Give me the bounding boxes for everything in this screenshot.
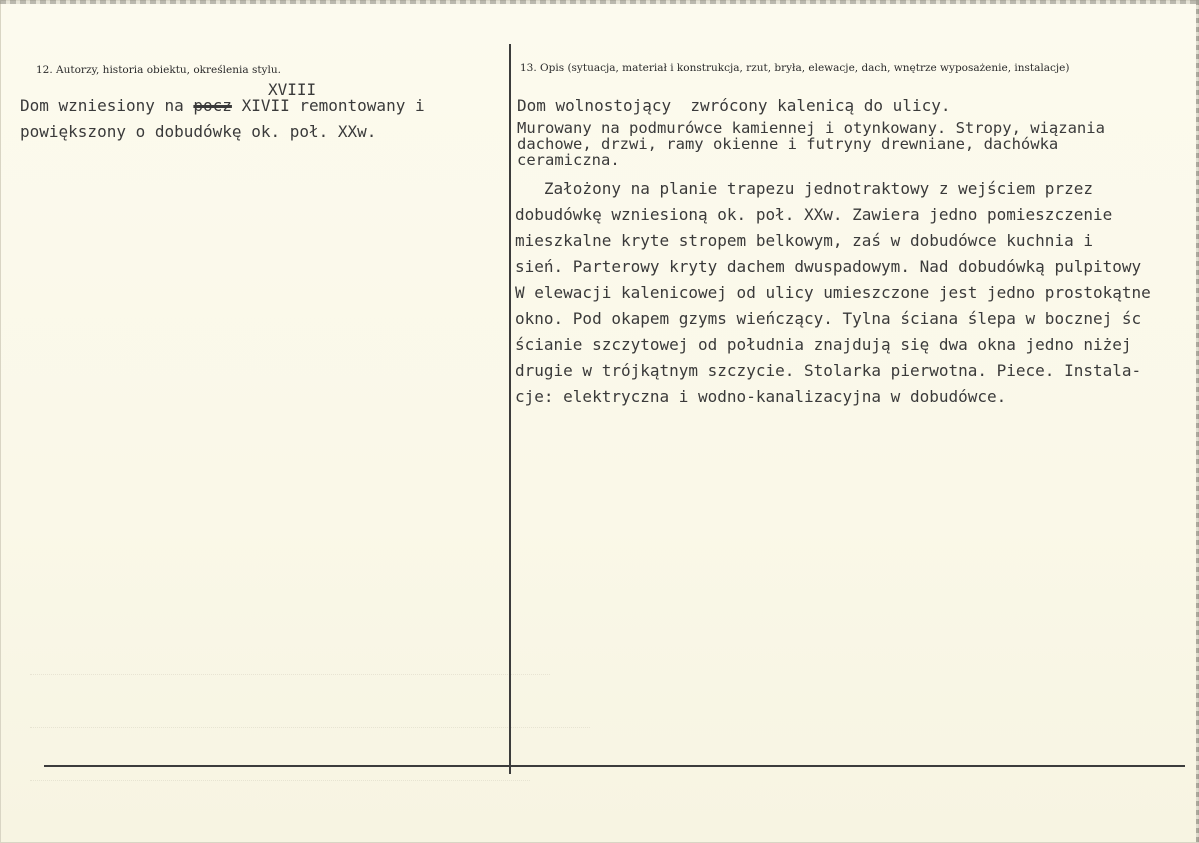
material-paragraph — [517, 120, 1105, 168]
material-line: ceramiczna. — [517, 151, 620, 169]
description-line: sień. Parterowy kryty dachem dwuspadowym. Nad dobudówką pulpitowy — [515, 257, 1142, 276]
description-line: okno. Pod okapem gzyms wieńczący. Tylna ściana ślepa w bocznej śc — [515, 309, 1142, 328]
paper-top-edge — [0, 0, 1199, 4]
description-paragraph — [515, 176, 1197, 410]
description-line: cje: elektryczna i wodno-kanalizacyjna w dobudówce. — [515, 387, 1007, 406]
section-13-header: 13. Opis (sytuacja, materiał i konstrukcja, rzut, bryła, elewacje, dach, wnętrze wyposażenie, instalacje) — [520, 62, 1070, 74]
material-line: dachowe, drzwi, ramy okienne i futryny drewniane, dachówka — [517, 135, 1059, 153]
description-line: drugie w trójkątnym szczycie. Stolarka pierwotna. Piece. Instala- — [515, 361, 1142, 380]
situation-line: Dom wolnostojący zwrócony kalenicą do ulicy. — [517, 96, 951, 115]
description-line: mieszkalne kryte stropem belkowym, zaś w dobudówce kuchnia i — [515, 231, 1093, 250]
section-12-header: 12. Autorzy, historia obiektu, określenia stylu. — [36, 64, 281, 76]
history-line-1-end: remontowany i — [289, 96, 425, 115]
column-divider — [509, 44, 511, 774]
bleed-through-marks — [30, 640, 590, 807]
material-line: Murowany na podmurówce kamiennej i otynkowany. Stropy, wiązania — [517, 119, 1105, 137]
description-line: Założony na planie trapezu jednotraktowy z wejściem przez — [515, 179, 1093, 198]
history-line-1-start: Dom wzniesiony na — [20, 96, 194, 115]
description-line: W elewacji kalenicowej od ulicy umieszczone jest jedno prostokątne — [515, 283, 1151, 302]
history-line-1-space — [232, 96, 242, 115]
description-line: dobudówkę wzniesioną ok. poł. XXw. Zawiera jedno pomieszczenie — [515, 205, 1113, 224]
century-numeral: XIVII — [241, 96, 290, 115]
description-line: ścianie szczytowej od południa znajdują się dwa okna jedno niżej — [515, 335, 1132, 354]
history-line-1 — [20, 96, 425, 115]
history-line-2: powiększony o dobudówkę ok. poł. XXw. — [20, 122, 377, 141]
date-correction: XVIII — [268, 80, 317, 99]
struck-word: pocz — [193, 96, 232, 115]
bottom-rule — [44, 765, 1185, 767]
